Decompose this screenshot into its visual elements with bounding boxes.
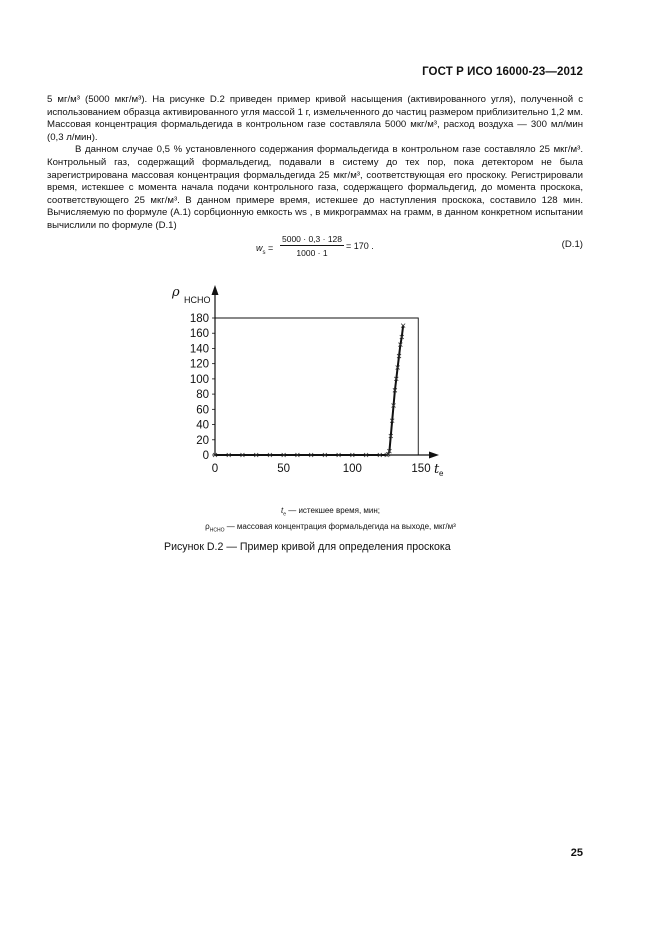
legend-text-rho: — массовая концентрация формальдегида на выходе, мкг/м³ — [224, 521, 456, 531]
formula-result: = 170 . — [346, 241, 374, 251]
figure-legend — [0, 505, 661, 536]
y-tick-label: 40 — [196, 419, 209, 432]
formula-number: (D.1) — [561, 239, 583, 250]
y-tick-label: 80 — [196, 389, 209, 402]
formula-lhs: w — [256, 243, 263, 253]
paragraph-2: В данном случае 0,5 % установленного содержания формальдегида в контрольном газе составляло 25 мкг/м³. Контрольный газ, содержащий формальдегид, подавали в систему до тех пор, пока детектором не была зарегистрирована массовая концентрация формальдегида 25 мкг/м³, соответствующая его проскоку. Регистрировали время, истекшее с момента начала подачи контрольного газа, содержащего формальдегид, до момента проскока, соответствующего 25 мкг/м³. В данном примере время, истекшее до наступления проскока, составило 128 мин. Вычисляемую по формуле (А.1) сорбционную емкость ws , в микрограммах на грамм, в данном конкретном испытании вычислили по формуле (D.1) — [47, 144, 583, 231]
body-text — [47, 94, 583, 233]
y-tick-label: 20 — [196, 434, 209, 447]
x-axis-label: t — [434, 462, 440, 477]
x-axis-label-sub: e — [439, 469, 444, 478]
y-tick-label: 120 — [189, 358, 209, 371]
legend-symbol-rho: ρ — [205, 521, 210, 531]
breakthrough-chart — [160, 276, 460, 491]
y-axis-label: ρ — [172, 285, 180, 300]
x-tick-label: 100 — [342, 463, 362, 475]
y-tick-label: 100 — [189, 373, 209, 386]
legend-symbol-t: t — [280, 506, 284, 515]
chart-svg — [160, 276, 460, 486]
formula-fraction-bar — [280, 245, 344, 246]
x-tick-label: 0 — [211, 463, 219, 475]
x-tick-label: 50 — [277, 463, 291, 475]
legend-symbol-t-sub: e — [283, 511, 286, 518]
y-tick-label: 60 — [196, 404, 209, 417]
formula-numerator: 5000 · 0,3 · 128 — [281, 234, 342, 244]
formula-lhs-sub: s — [262, 249, 266, 256]
legend-line-1 — [0, 505, 661, 521]
y-tick-label: 180 — [189, 313, 209, 325]
y-tick-label: 140 — [189, 343, 209, 356]
x-tick-label: 150 — [411, 463, 431, 475]
document-header: ГОСТ Р ИСО 16000-23—2012 — [422, 66, 583, 78]
paragraph-1: 5 мг/м³ (5000 мкг/м³). На рисунке D.2 приведен пример кривой насыщения (активированного угля), полученной с использованием образца активированного угля массой 1 г, измельченного до частиц размером приблизительно 1,2 мм. Массовая концентрация формальдегида в контрольном газе составляла 5000 мкг/м³, расход воздуха — 300 мл/мин (0,3 л/мин). — [47, 94, 583, 143]
x-axis-arrow — [429, 452, 439, 459]
y-axis-label-sub: HCHO — [184, 295, 211, 305]
series-line — [215, 326, 403, 455]
formula-denominator: 1000 · 1 — [296, 248, 328, 258]
legend-text-t: — истекшее время, мин; — [286, 506, 381, 515]
plot-frame — [215, 318, 418, 455]
legend-line-2 — [0, 521, 661, 537]
legend-symbol-rho-sub: HCHO — [209, 527, 225, 534]
page-number: 25 — [570, 847, 583, 859]
y-axis-arrow — [212, 285, 219, 295]
y-tick-label: 0 — [202, 450, 209, 462]
figure-caption: Рисунок D.2 — Пример кривой для определения проскока — [164, 541, 451, 553]
y-tick-label: 160 — [189, 328, 209, 341]
